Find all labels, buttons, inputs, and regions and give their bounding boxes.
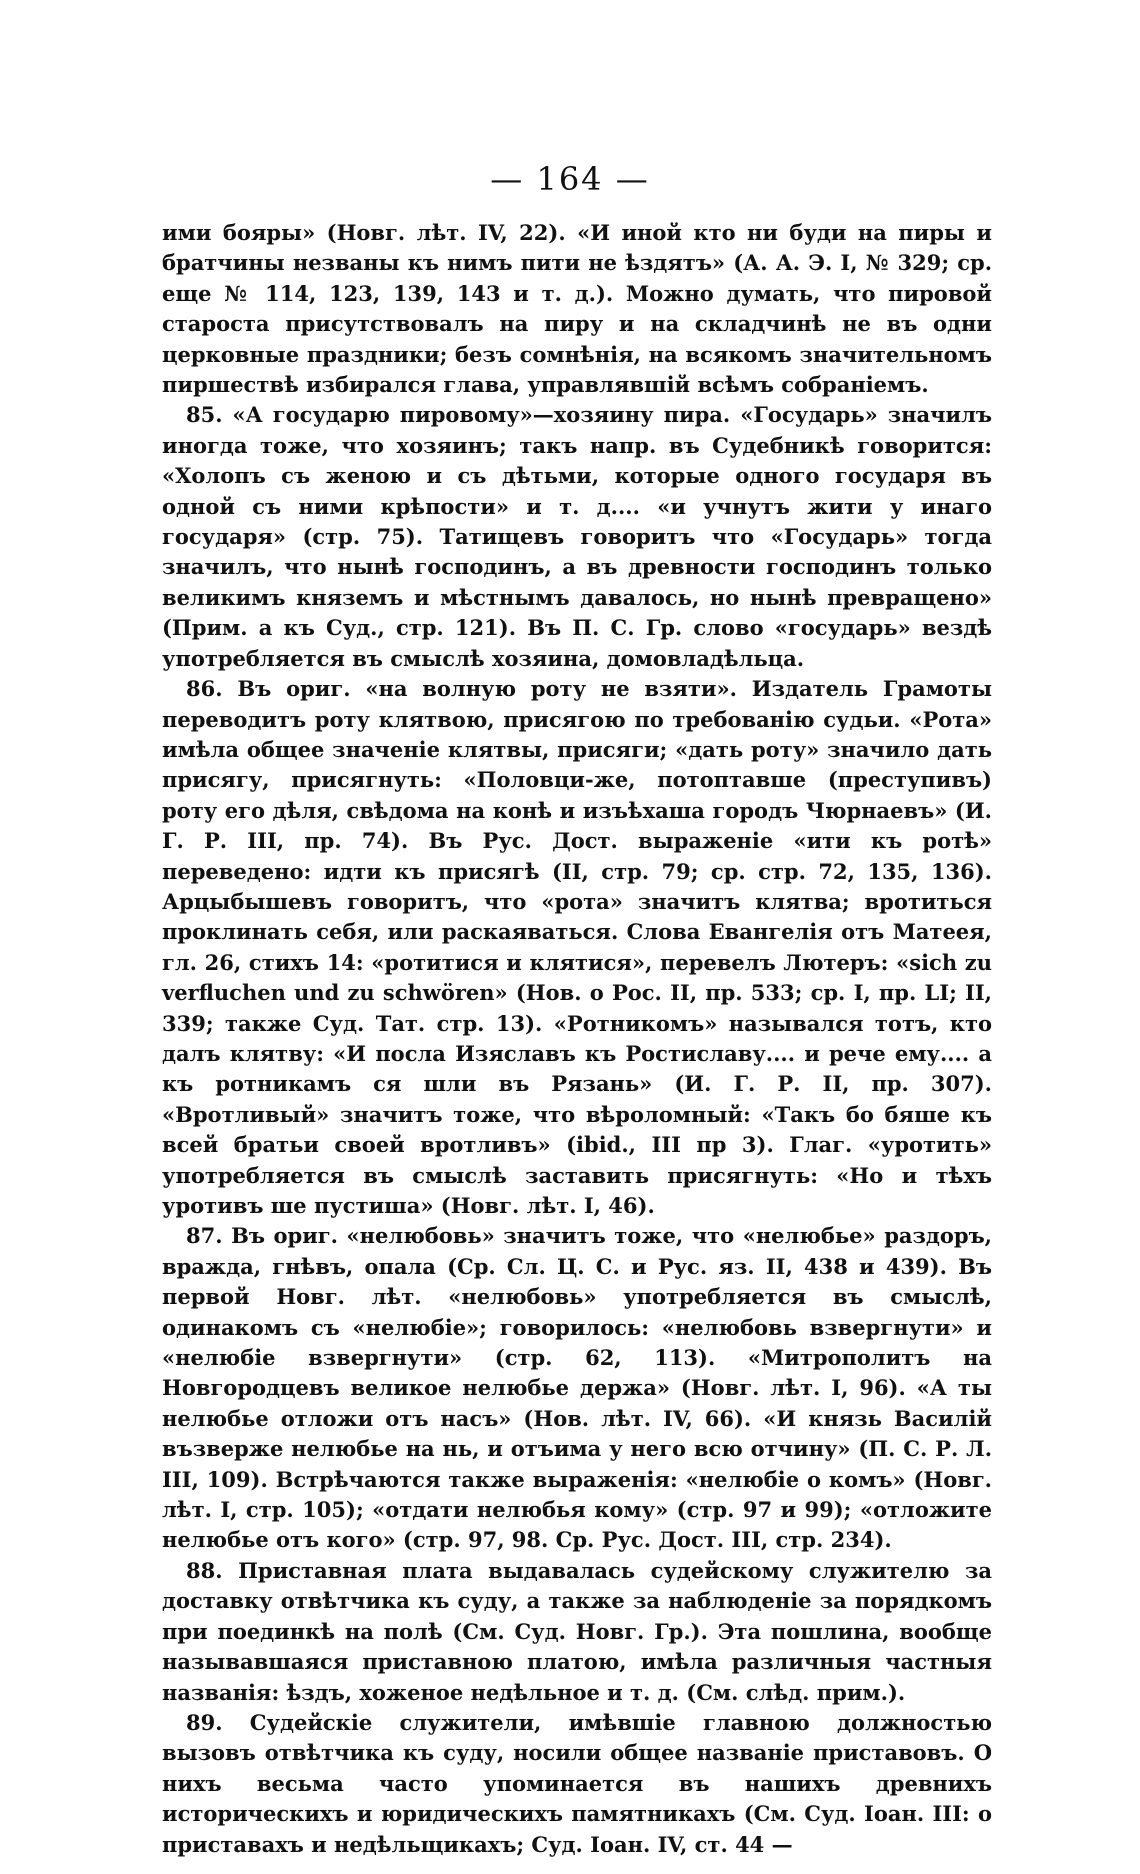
page-body (162, 218, 992, 1860)
note-87: 87. Въ ориг. «нелюбовь» значитъ тоже, что «нелюбье» раздоръ, вражда, гнѣвъ, опала (Ср. Сл. Ц. С. и Рус. яз. II, 438 и 439). Въ первой Новг. лѣт. «нелюбовь» употребляется въ смыслѣ, одинакомъ съ «нелюбіе»; говорилось: «нелюбовь взвергнути» и «нелюбіе взвергнути» (стр. 62, 113). «Митрополитъ на Новгородцевъ великое нелюбье держа» (Новг. лѣт. I, 96). «А ты нелюбье отложи отъ насъ» (Нов. лѣт. IV, 66). «И князь Василій възверже нелюбье на нь, и отъима у него всю отчину» (П. С. Р. Л. III, 109). Встрѣчаются также выраженія: «нелюбіе о комъ» (Новг. лѣт. I, стр. 105); «отдати нелюбья кому» (стр. 97 и 99); «отложите нелюбье отъ кого» (стр. 97, 98. Ср. Рус. Дост. III, стр. 234). (162, 1223, 992, 1553)
note-86: 86. Въ ориг. «на волную роту не взяти». Издатель Грамоты переводитъ роту клятвою, присягою по требованію судьи. «Рота» имѣла общее значеніе клятвы, присяги; «дать роту» значило дать присягу, присягнуть: «Половци-же, потоптавше (преступивъ) роту его дѣля, свѣдома на конѣ и изъѣхаша городъ Чюрнаевъ» (И. Г. Р. III, пр. 74). Въ Рус. Дост. выраженіе «ити къ ротѣ» переведено: идти къ присягѣ (II, стр. 79; ср. стр. 72, 135, 136). Арцыбышевъ говоритъ, что «рота» значитъ клятва; вротиться проклинать себя, или раскаяваться. Слова Евангелія отъ Матеея, гл. 26, стихъ 14: «ротитися и клятися», перевелъ Лютеръ: «sich zu verfluchen und zu schwören» (Нов. о Рос. II, пр. 533; ср. I, пр. LI; II, 339; также Суд. Тат. стр. 13). «Ротникомъ» назывался тотъ, кто далъ клятву: «И посла Изяславъ къ Ростиславу.... и рече ему.... а къ ротникамъ ся шли въ Рязань» (И. Г. Р. II, пр. 307). «Вротливый» значитъ тоже, что вѣроломный: «Такъ бо бяше къ всей братьи своей вротливъ» (ibid., III пр 3). Глаг. «уротить» употребляется въ смыслѣ заставить присягнуть: «Но и тѣхъ уротивъ ше пустиша» (Новг. лѣт. I, 46). (162, 676, 992, 1218)
note-88: 88. Приставная плата выдавалась судейскому служителю за доставку отвѣтчика къ суду, а также за наблюденіе за порядкомъ при поединкѣ на полѣ (См. Суд. Новг. Гр.). Эта пошлина, вообще называвшаяся приставною платою, имѣла различныя частныя названія: ѣздъ, хоженое недѣльное и т. д. (См. слѣд. прим.). (162, 1557, 992, 1705)
note-85: 85. «А государю пировому»—хозяину пира. «Государь» значилъ иногда тоже, что хозяинъ; такъ напр. въ Судебникѣ говорится: «Холопъ съ женою и съ дѣтьми, которые одного государя въ одной съ ними крѣпости» и т. д.... «и учнутъ жити у инаго государя» (стр. 75). Татищевъ говоритъ что «Государь» тогда значилъ, что нынѣ господинъ, а въ древности господинъ только великимъ княземъ и мѣстнымъ давалось, но нынѣ превращено» (Прим. а къ Суд., стр. 121). Въ П. С. Гр. слово «государь» вездѣ употребляется въ смыслѣ хозяина, домовладѣльца. (162, 402, 992, 671)
note-89: 89. Судейскіе служители, имѣвшіе главною должностью вызовъ отвѣтчика къ суду, носили общее названіе приставовъ. О нихъ весьма часто упоминается въ нашихъ древнихъ историческихъ и юридическихъ памятникахъ (См. Суд. Іоан. III: о приставахъ и недѣльщикахъ; Суд. Іоан. IV, ст. 44 — (162, 1709, 992, 1857)
page-number: — 164 — (490, 160, 650, 198)
paragraph-continued: ими бояры» (Новг. лѣт. IV, 22). «И иной кто ни буди на пиры и братчины незваны къ нимъ пити не ѣздятъ» (А. А. Э. I, № 329; ср. еще № 114, 123, 139, 143 и т. д.). Можно думать, что пировой староста присутствовалъ на пиру и на складчинѣ не въ одни церковные праздники; безъ сомнѣнія, на всякомъ значительномъ пиршествѣ избирался глава, управлявшій всѣмъ собраніемъ. (162, 220, 992, 398)
